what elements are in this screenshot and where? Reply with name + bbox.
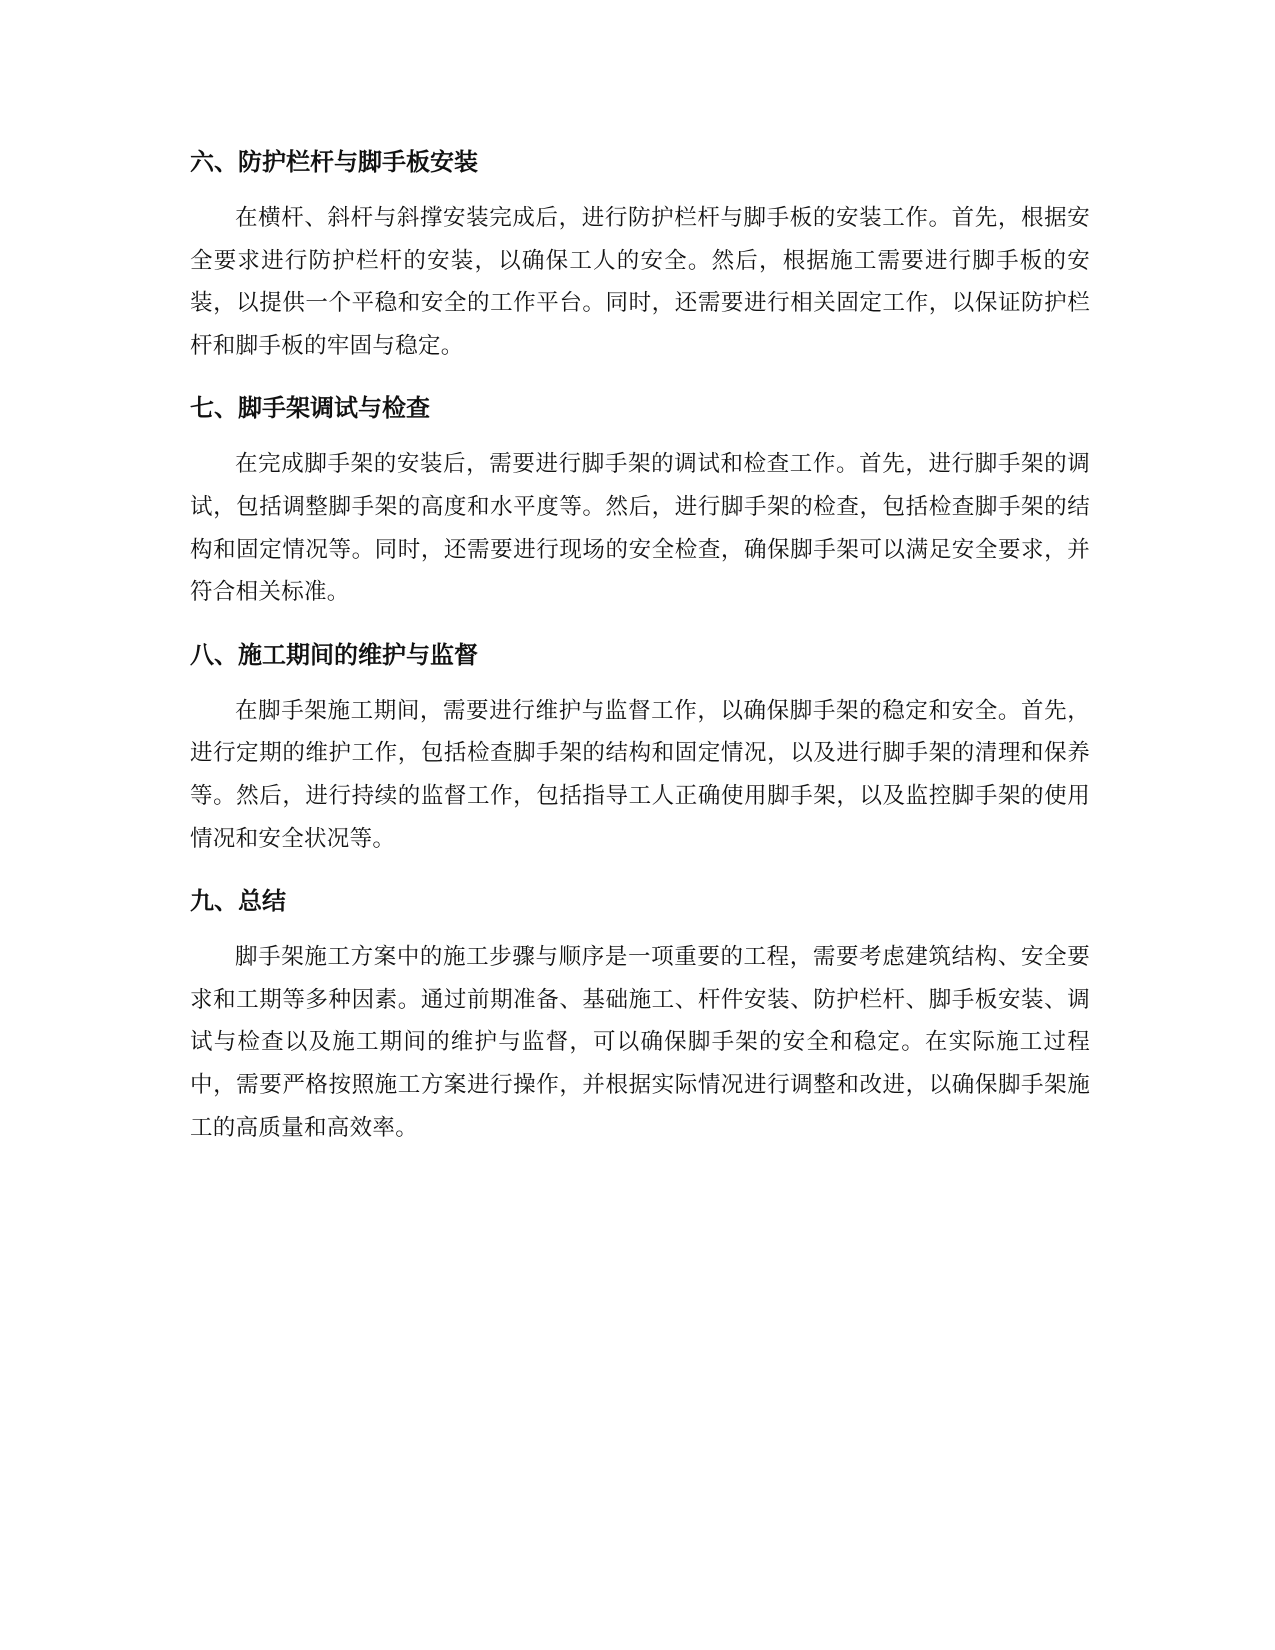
section-heading: 六、防护栏杆与脚手板安装 bbox=[190, 148, 478, 176]
section-paragraph: 在横杆、斜杆与斜撑安装完成后，进行防护栏杆与脚手板的安装工作。首先，根据安全要求进行防护栏杆的安装，以确保工人的安全。然后，根据施工需要进行脚手板的安装，以提供一个平稳和安全的工作平台。同时，还需要进行相关固定工作，以保证防护栏杆和脚手板的牢固与稳定。 bbox=[190, 205, 1090, 359]
section-heading: 八、施工期间的维护与监督 bbox=[190, 640, 478, 669]
section-summary bbox=[190, 884, 1090, 1149]
section-paragraph: 在完成脚手架的安装后，需要进行脚手架的调试和检查工作。首先，进行脚手架的调试，包括调整脚手架的高度和水平度等。然后，进行脚手架的检查，包括检查脚手架的结构和固定情况等。同时，还需要进行现场的安全检查，确保脚手架可以满足安全要求，并符合相关标准。 bbox=[190, 451, 1090, 606]
document-content bbox=[190, 145, 1090, 1173]
section-heading: 七、脚手架调试与检查 bbox=[190, 394, 430, 423]
section-heading: 九、总结 bbox=[190, 887, 286, 916]
section-protective-railing bbox=[190, 145, 1090, 367]
section-paragraph: 脚手架施工方案中的施工步骤与顺序是一项重要的工程，需要考虑建筑结构、安全要求和工期等多种因素。通过前期准备、基础施工、杆件安装、防护栏杆、脚手板安装、调试与检查以及施工期间的维护与监督，可以确保脚手架的安全和稳定。在实际施工过程中，需要严格按照施工方案进行操作，并根据实际情况进行调整和改进，以确保脚手架施工的高质量和高效率。 bbox=[190, 944, 1090, 1141]
section-paragraph: 在脚手架施工期间，需要进行维护与监督工作，以确保脚手架的稳定和安全。首先，进行定期的维护工作，包括检查脚手架的结构和固定情况，以及进行脚手架的清理和保养等。然后，进行持续的监督工作，包括指导工人正确使用脚手架，以及监控脚手架的使用情况和安全状况等。 bbox=[190, 697, 1090, 852]
section-maintenance-supervision bbox=[190, 638, 1090, 860]
section-debug-inspection bbox=[190, 391, 1090, 613]
